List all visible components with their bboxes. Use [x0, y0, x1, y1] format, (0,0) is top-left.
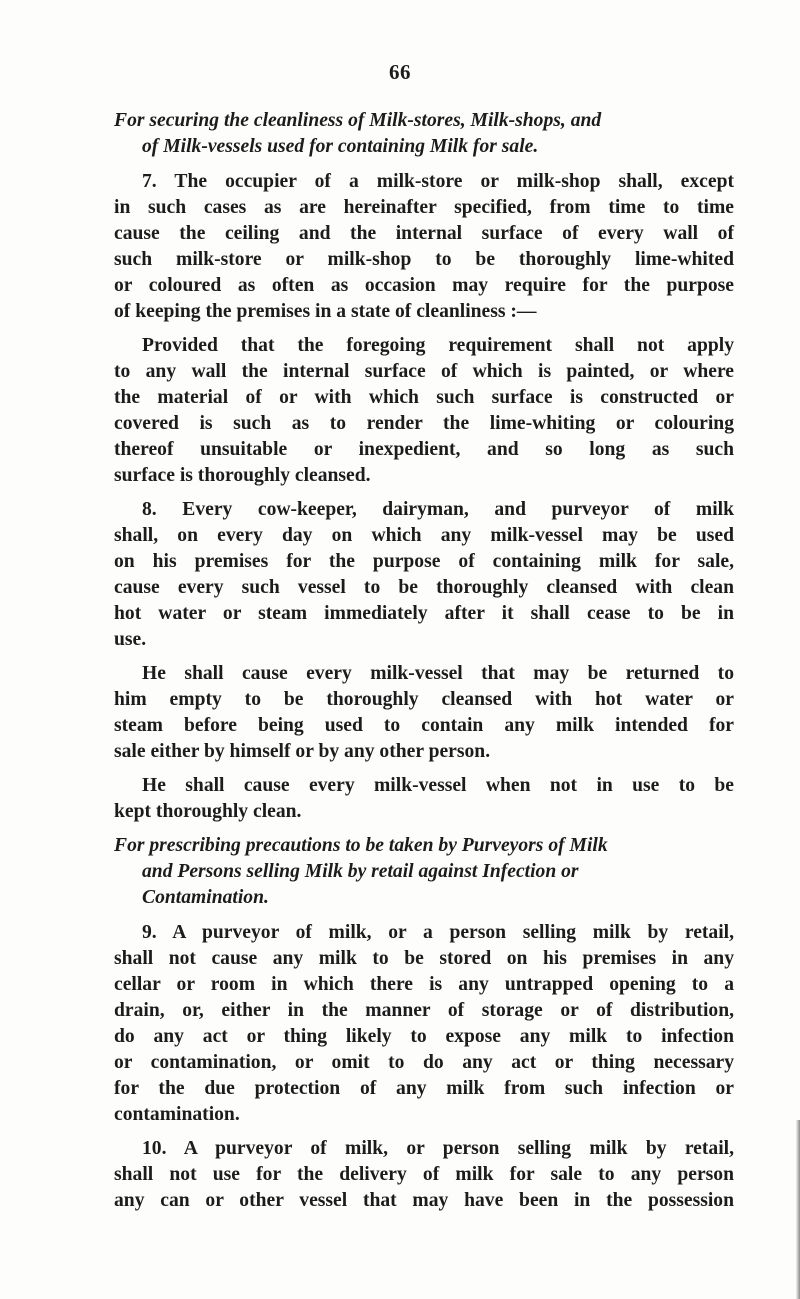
text-line: for the due protection of any milk from such infection or — [114, 1078, 734, 1099]
text-line: steam before being used to contain any milk intended for — [114, 715, 734, 736]
paragraph-section-9 — [114, 920, 734, 1128]
text-line: shall, on every day on which any milk-vessel may be used — [114, 525, 734, 546]
text-line: do any act or thing likely to expose any milk to infection — [114, 1026, 734, 1047]
text-line: Provided that the foregoing requirement shall not apply — [142, 335, 734, 356]
text-line: cause the ceiling and the internal surface of every wall of — [114, 223, 734, 244]
text-line: in such cases as are hereinafter specified, from time to time — [114, 197, 734, 218]
text-line: to any wall the internal surface of which is painted, or where — [114, 361, 734, 382]
heading-line: For prescribing precautions to be taken by Purveyors of Milk — [114, 835, 608, 856]
paragraph-section-8 — [114, 497, 734, 653]
text-line: 9. A purveyor of milk, or a person selling milk by retail, — [142, 922, 734, 943]
text-line: 10. A purveyor of milk, or person selling milk by retail, — [142, 1138, 734, 1159]
text-line: or contamination, or omit to do any act or thing necessary — [114, 1052, 734, 1073]
text-line: hot water or steam immediately after it shall cease to be in — [114, 603, 734, 624]
text-line: drain, or, either in the manner of storage or of distribution, — [114, 1000, 734, 1021]
text-line: of keeping the premises in a state of cleanliness :— — [114, 301, 537, 322]
text-line: He shall cause every milk-vessel that may be returned to — [142, 663, 734, 684]
section-heading-precautions — [114, 833, 734, 911]
text-line: contamination. — [114, 1104, 240, 1125]
text-line: surface is thoroughly cleansed. — [114, 465, 371, 486]
text-line: kept thoroughly clean. — [114, 801, 302, 822]
text-line: or coloured as often as occasion may require for the purpose — [114, 275, 734, 296]
text-line: cellar or room in which there is any untrapped opening to a — [114, 974, 734, 995]
text-line: cause every such vessel to be thoroughly cleansed with clean — [114, 577, 734, 598]
text-line: 7. The occupier of a milk-store or milk-shop shall, except — [142, 171, 734, 192]
body-text — [114, 108, 734, 1222]
page-number: 66 — [389, 60, 411, 84]
text-line: shall not use for the delivery of milk for sale to any person — [114, 1164, 734, 1185]
paragraph-section-8-kept-clean — [114, 773, 734, 825]
text-line: 8. Every cow-keeper, dairyman, and purveyor of milk — [142, 499, 734, 520]
text-line: thereof unsuitable or inexpedient, and so long as such — [114, 439, 734, 460]
heading-line: and Persons selling Milk by retail against Infection or — [142, 861, 579, 882]
section-heading-cleanliness — [114, 108, 734, 160]
text-line: He shall cause every milk-vessel when not in use to be — [142, 775, 734, 796]
text-line: the material of or with which such surface is constructed or — [114, 387, 734, 408]
text-line: covered is such as to render the lime-whiting or colouring — [114, 413, 734, 434]
heading-line: Contamination. — [142, 887, 269, 908]
paragraph-proviso — [114, 333, 734, 489]
text-line: such milk-store or milk-shop to be thoroughly lime-whited — [114, 249, 734, 270]
text-line: any can or other vessel that may have been in the possession — [114, 1190, 734, 1211]
text-line: use. — [114, 629, 147, 650]
paragraph-section-10 — [114, 1136, 734, 1214]
heading-line: of Milk-vessels used for containing Milk for sale. — [142, 136, 539, 157]
paragraph-section-7 — [114, 169, 734, 325]
page-edge-shadow — [796, 1120, 800, 1299]
text-line: him empty to be thoroughly cleansed with hot water or — [114, 689, 734, 710]
text-line: shall not cause any milk to be stored on his premises in any — [114, 948, 734, 969]
text-line: sale either by himself or by any other person. — [114, 741, 491, 762]
text-line: on his premises for the purpose of containing milk for sale, — [114, 551, 734, 572]
paragraph-section-8-returned-vessels — [114, 661, 734, 765]
heading-line: For securing the cleanliness of Milk-stores, Milk-shops, and — [114, 110, 602, 131]
